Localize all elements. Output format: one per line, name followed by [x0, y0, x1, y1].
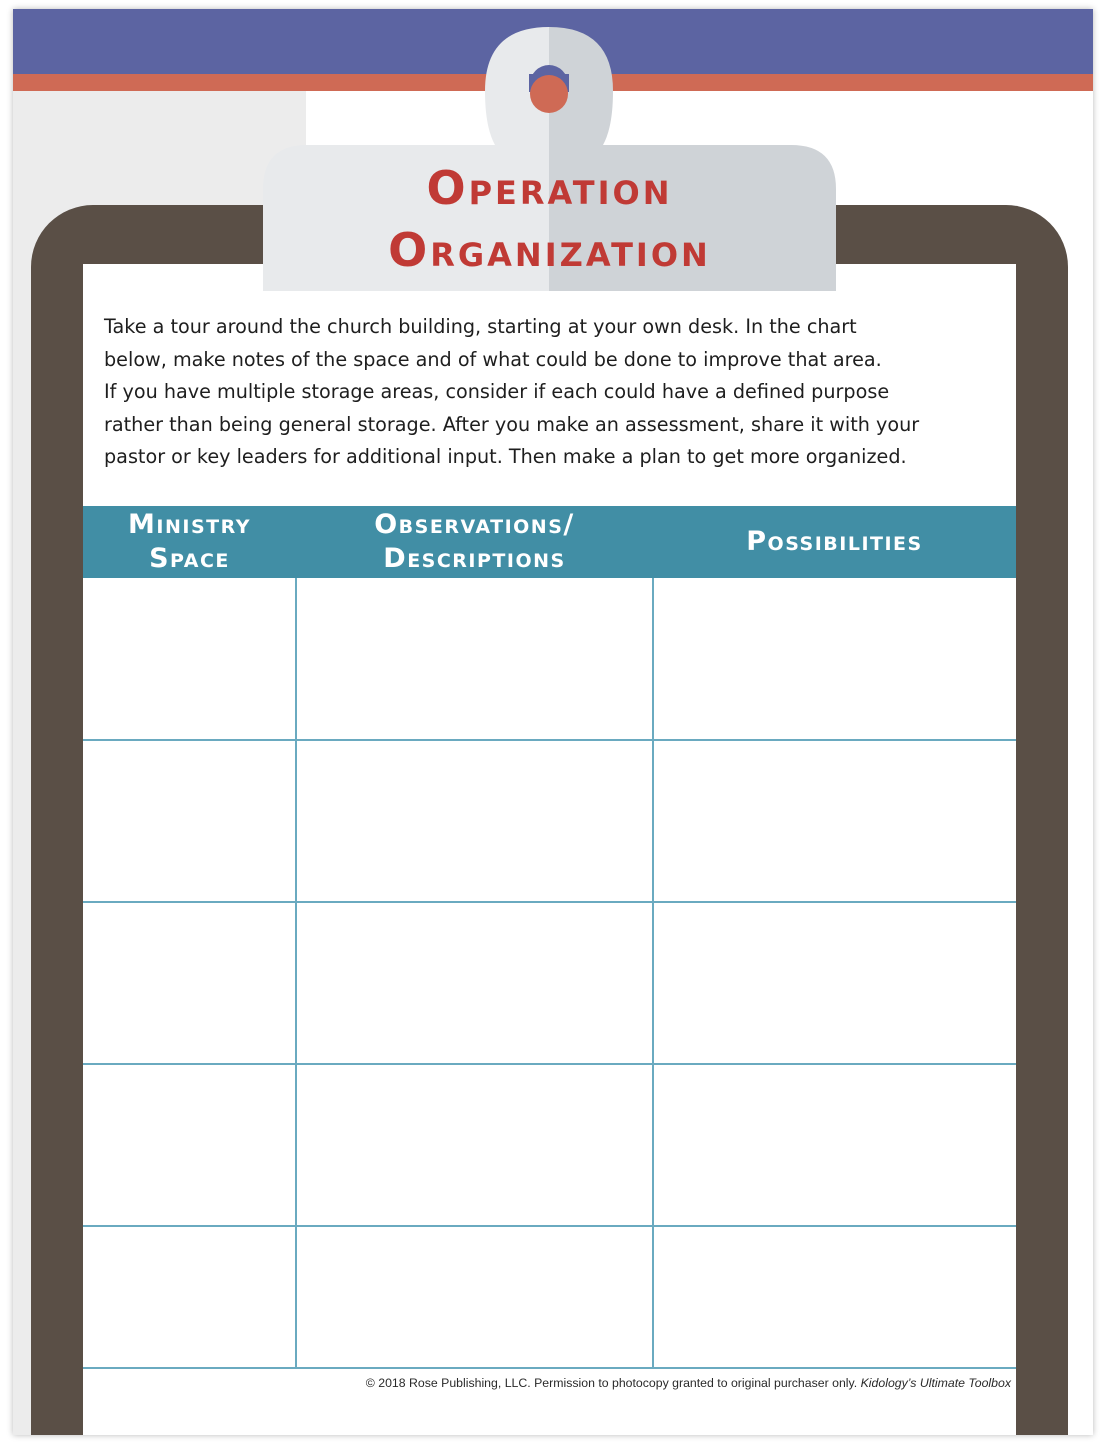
table-cell[interactable] — [297, 1227, 652, 1367]
title-line-2: Organization — [388, 223, 711, 277]
intro-paragraph — [104, 311, 1004, 474]
column-header-line: Observations/ — [374, 509, 575, 540]
table-cell[interactable] — [297, 579, 652, 739]
table-cell[interactable] — [84, 1227, 295, 1367]
table-cell[interactable] — [297, 741, 652, 901]
worksheet-title — [263, 157, 836, 281]
table-cell[interactable] — [654, 1065, 1015, 1225]
table-cell[interactable] — [84, 1065, 295, 1225]
table-cell[interactable] — [84, 903, 295, 1063]
intro-line: below, make notes of the space and of what could be done to improve that area. — [104, 347, 882, 371]
table-cell[interactable] — [84, 579, 295, 739]
table-cell[interactable] — [297, 1065, 652, 1225]
column-header-line: Space — [149, 543, 230, 574]
book-title: Kidology’s Ultimate Toolbox — [860, 1376, 1011, 1390]
column-header-line: Descriptions — [383, 543, 566, 574]
copyright-footer — [193, 1376, 1011, 1390]
intro-line: Take a tour around the church building, starting at your own desk. In the chart — [104, 315, 857, 338]
assessment-table — [83, 506, 1016, 1371]
intro-line: rather than being general storage. After you make an assessment, share it with your — [104, 412, 920, 436]
table-grid — [83, 506, 1016, 1371]
table-cell[interactable] — [297, 903, 652, 1063]
intro-line: If you have multiple storage areas, consider if each could have a defined purpose — [104, 380, 890, 403]
intro-line: pastor or key leaders for additional input. Then make a plan to get more organized. — [104, 445, 907, 468]
column-header-line: Ministry — [128, 509, 251, 540]
table-cell[interactable] — [654, 741, 1015, 901]
copyright-text: © 2018 Rose Publishing, LLC. Permission to photocopy granted to original purchaser only. — [365, 1376, 858, 1390]
table-cell[interactable] — [654, 1227, 1015, 1367]
table-cell[interactable] — [654, 903, 1015, 1063]
column-header-line: Possibilities — [746, 526, 923, 557]
table-cell[interactable] — [654, 579, 1015, 739]
worksheet-page — [13, 9, 1093, 1435]
title-line-1: Operation — [426, 161, 673, 215]
table-cell[interactable] — [84, 741, 295, 901]
